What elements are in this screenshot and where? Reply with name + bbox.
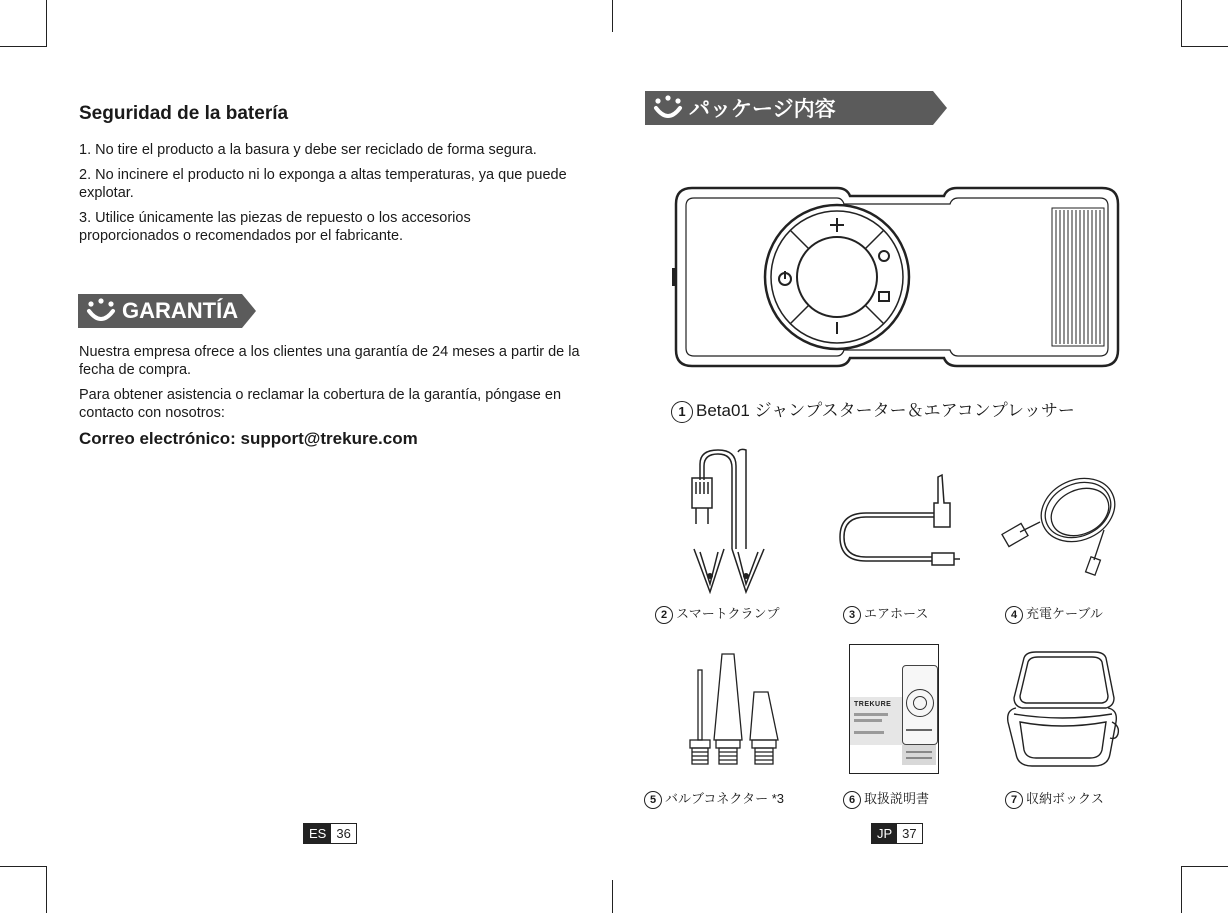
- item-number: 4: [1005, 606, 1023, 624]
- item-name: バルブコネクター *3: [665, 791, 784, 806]
- safety-item-3: 3. Utilice únicamente las piezas de repuesto o los accesorios proporcionados o recomendados por el fabricante.: [79, 210, 471, 244]
- safety-item-2: 2. No incinere el producto ni lo exponga a altas temperaturas, ya que puede explotar.: [79, 167, 567, 201]
- package-heading: パッケージ内容: [689, 98, 836, 121]
- page-lang: JP: [872, 824, 897, 843]
- item-1-label: [671, 396, 1075, 423]
- page-num: 36: [331, 824, 355, 843]
- item-2-label: [655, 603, 779, 624]
- crop-mark: [1181, 866, 1182, 913]
- battery-safety-title: Seguridad de la batería: [79, 103, 289, 124]
- valve-connectors-illustration: [684, 652, 784, 768]
- contact-email: Correo electrónico: support@trekure.com: [79, 429, 418, 448]
- crop-mark: [46, 0, 47, 46]
- item-7-label: [1005, 788, 1104, 809]
- manual-brand: TREKURE: [854, 701, 892, 708]
- warranty-heading: GARANTÍA: [122, 298, 239, 323]
- smile-icon: [651, 94, 685, 122]
- page-lang: ES: [304, 824, 331, 843]
- item-number: 7: [1005, 791, 1023, 809]
- warranty-paragraph-2: Para obtener asistencia o reclamar la cobertura de la garantía, póngase en contacto con nosotros:: [79, 387, 562, 421]
- crop-mark: [1181, 0, 1182, 46]
- jump-starter-illustration: [672, 186, 1122, 368]
- crop-mark: [46, 866, 47, 913]
- item-number: 2: [655, 606, 673, 624]
- crop-mark: [0, 866, 47, 867]
- smart-clamp-illustration: [688, 444, 770, 594]
- smile-icon: [84, 297, 118, 325]
- item-4-label: [1005, 603, 1103, 624]
- crop-mark: [612, 0, 613, 32]
- page-num: 37: [897, 824, 921, 843]
- warranty-banner: [78, 294, 256, 328]
- charging-cable-illustration: [1000, 470, 1122, 580]
- item-name: 充電ケーブル: [1026, 606, 1103, 621]
- safety-item-1: 1. No tire el producto a la basura y debe ser reciclado de forma segura.: [79, 142, 537, 158]
- crop-mark: [0, 46, 47, 47]
- user-manual-illustration: [849, 644, 939, 774]
- storage-box-illustration: [1002, 650, 1122, 772]
- crop-mark: [612, 880, 613, 913]
- item-name: エアホース: [864, 606, 929, 621]
- package-contents-banner: [645, 91, 947, 125]
- item-number: 6: [843, 791, 861, 809]
- page-number-jp: [871, 823, 923, 844]
- page-number-es: [303, 823, 357, 844]
- item-5-label: [644, 788, 784, 809]
- air-hose-illustration: [836, 473, 970, 573]
- item-number: 1: [671, 401, 693, 423]
- crop-mark: [1181, 46, 1228, 47]
- warranty-paragraph-1: Nuestra empresa ofrece a los clientes una garantía de 24 meses a partir de la fecha de compra.: [79, 344, 580, 378]
- item-name: Beta01 ジャンプスターター＆エアコンプレッサー: [696, 401, 1075, 420]
- item-name: スマートクランプ: [676, 606, 780, 621]
- item-name: 取扱説明書: [864, 791, 930, 806]
- item-3-label: [843, 603, 928, 624]
- item-number: 3: [843, 606, 861, 624]
- item-name: 収納ボックス: [1026, 791, 1104, 806]
- item-6-label: [843, 788, 929, 809]
- item-number: 5: [644, 791, 662, 809]
- crop-mark: [1181, 866, 1228, 867]
